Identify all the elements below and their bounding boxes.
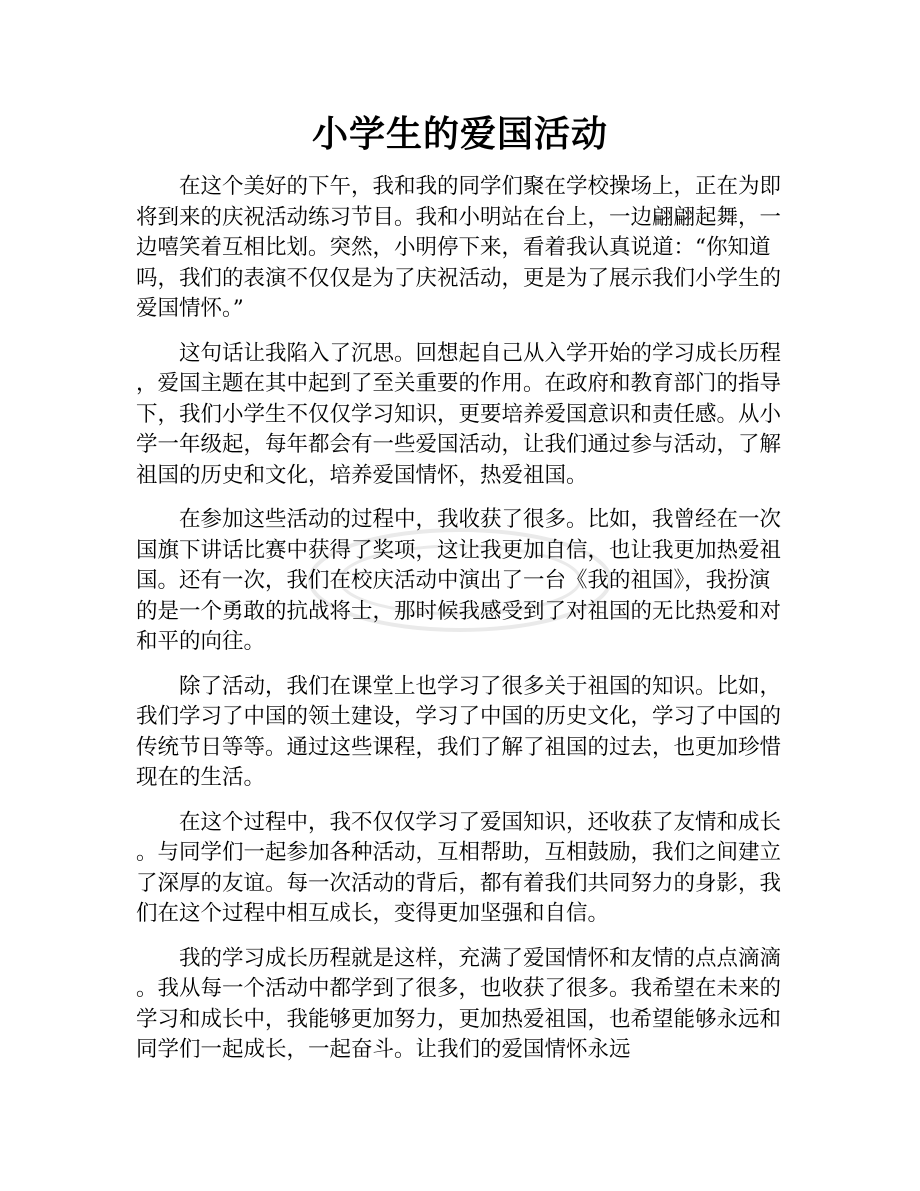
paragraph: 我的学习成长历程就是这样，充满了爱国情怀和友情的点点滴滴。我从每一个活动中都学到了很多，也收获了很多。我希望在未来的学习和成长中，我能够更加努力，更加热爱祖国，也希望能够永远和同学们一起成长，一起奋斗。让我们的爱国情怀永远 xyxy=(136,945,782,1062)
paragraph: 在这个美好的下午，我和我的同学们聚在学校操场上，正在为即将到来的庆祝活动练习节目。我和小明站在台上，一边翩翩起舞，一边嘻笑着互相比划。突然，小明停下来，看着我认真说道：“你知道吗，我们的表演不仅仅是为了庆祝活动，更是为了展示我们小学生的爱国情怀。” xyxy=(136,174,782,321)
paragraph: 除了活动，我们在课堂上也学习了很多关于祖国的知识。比如，我们学习了中国的领土建设，学习了中国的历史文化，学习了中国的传统节日等等。通过这些课程，我们了解了祖国的过去，也更加珍惜现在的生活。 xyxy=(136,673,782,790)
page-title: 小学生的爱国活动 xyxy=(311,113,608,155)
paragraph: 在这个过程中，我不仅仅学习了爱国知识，还收获了友情和成长。与同学们一起参加各种活动，互相帮助，互相鼓励，我们之间建立了深厚的友谊。每一次活动的背后，都有着我们共同努力的身影，我们在这个过程中相互成长，变得更加坚强和自信。 xyxy=(136,809,782,926)
document-body xyxy=(136,172,784,1080)
paragraph: 在参加这些活动的过程中，我收获了很多。比如，我曾经在一次国旗下讲话比赛中获得了奖项，这让我更加自信，也让我更加热爱祖国。还有一次，我们在校庆活动中演出了一台《我的祖国》，我扮演的是一个勇敢的抗战将士，那时候我感受到了对祖国的无比热爱和对和平的向往。 xyxy=(136,507,782,654)
paragraph: 这句话让我陷入了沉思。回想起自己从入学开始的学习成长历程，爱国主题在其中起到了至关重要的作用。在政府和教育部门的指导下，我们小学生不仅仅学习知识，更要培养爱国意识和责任感。从小学一年级起，每年都会有一些爱国活动，让我们通过参与活动，了解祖国的历史和文化，培养爱国情怀，热爱祖国。 xyxy=(136,340,782,488)
